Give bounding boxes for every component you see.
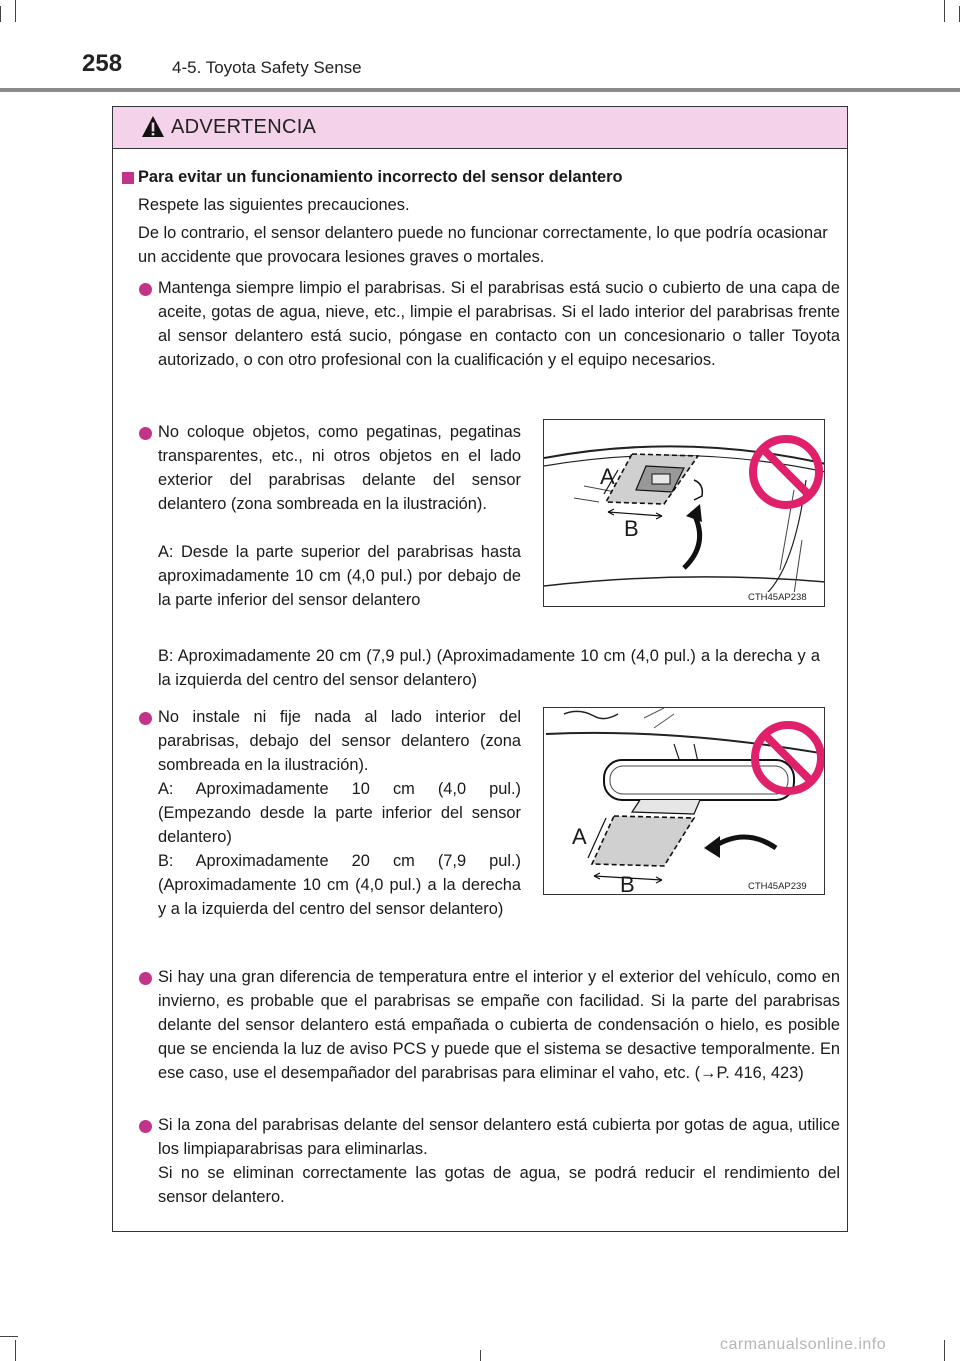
crop-mark	[0, 1336, 18, 1337]
windshield-interior-illustration	[544, 708, 825, 895]
figure2-label-a: A	[572, 824, 587, 849]
figure1-code: CTH45AP238	[748, 592, 807, 603]
bullet-icon	[139, 283, 152, 296]
section-title: 4-5. Toyota Safety Sense	[172, 58, 362, 77]
crop-mark	[15, 1340, 16, 1361]
bullet-water-drops-performance: Si no se eliminan correctamente las gotas de agua, se podrá reducir el rendimiento del sensor delantero.	[158, 1164, 840, 1206]
warning-heading: Para evitar un funcionamiento incorrecto del sensor delantero	[138, 168, 623, 186]
windshield-exterior-illustration	[544, 420, 825, 607]
bullet-no-stickers-b: B: Aproximadamente 20 cm (7,9 pul.) (Aproximadamente 10 cm (4,0 pul.) a la derecha y a la izquierda del centro del sensor delantero)	[158, 647, 820, 689]
watermark: carmanualsonline.info	[720, 1336, 887, 1353]
figure-windshield-interior	[543, 707, 825, 895]
warning-header	[113, 107, 847, 149]
header-rule	[0, 88, 960, 92]
figure1-label-a: A	[600, 464, 615, 489]
bullet-keep-clean: Mantenga siempre limpio el parabrisas. Si el parabrisas está sucio o cubierto de una capa de aceite, gotas de agua, nieve, etc., limpie el parabrisas. Si el lado interior del parabrisas frente al sensor delantero está sucio, póngase en contacto con un concesionario o taller Toyota autorizado, o con otro profesional con la cualificación y el equipo necesarios.	[158, 279, 840, 369]
bullet-icon	[139, 712, 152, 725]
figure1-label-b: B	[624, 516, 639, 541]
warning-title: ADVERTENCIA	[171, 116, 317, 138]
bullet-icon	[139, 972, 152, 985]
section-square-icon	[122, 172, 134, 184]
page-number: 258	[82, 50, 123, 77]
crop-mark	[480, 1350, 481, 1361]
bullet-water-drops: Si la zona del parabrisas delante del sensor delantero está cubierta por gotas de agua, utilice los limpiaparabrisas para eliminarlas.	[158, 1116, 840, 1158]
figure2-code: CTH45AP239	[748, 881, 807, 892]
bullet-icon	[139, 427, 152, 440]
warning-triangle-icon	[141, 115, 165, 139]
figure-windshield-exterior	[543, 419, 825, 607]
bullet-temperature: Si hay una gran diferencia de temperatura entre el interior y el exterior del vehículo, como en invierno, es probable que el parabrisas se empañe con facilidad. Si la parte del parabrisas delante del sensor delantero está empañada o cubierta de condensación o hielo, es posible que se encienda la luz de aviso PCS y puede que el sistema se desactive temporalmente. En ese caso, use el desempañador del parabrisas para eliminar el vaho, etc. (→P. 416, 423)	[158, 968, 840, 1082]
bullet-no-stickers: No coloque objetos, como pegatinas, pegatinas transparentes, etc., ni otros objetos en el lado exterior del parabrisas delante del sensor delantero (zona sombreada en la ilustración).	[158, 423, 521, 513]
figure2-label-b: B	[620, 872, 635, 895]
bullet-icon	[139, 1120, 152, 1133]
crop-mark	[944, 1340, 945, 1361]
bullet-no-stickers-a: A: Desde la parte superior del parabrisas hasta aproximadamente 10 cm (4,0 pul.) por debajo de la parte inferior del sensor delantero	[158, 543, 521, 609]
warning-box	[112, 106, 848, 1232]
bullet-no-interior-objects-b: B: Aproximadamente 20 cm (7,9 pul.) (Aproximadamente 10 cm (4,0 pul.) a la derecha y a la izquierda del centro del sensor delantero)	[158, 852, 521, 918]
intro-text: Respete las siguientes precauciones.	[138, 196, 410, 214]
page-header	[0, 0, 960, 92]
bullet-no-interior-objects-a: A: Aproximadamente 10 cm (4,0 pul.) (Empezando desde la parte inferior del sensor delantero)	[158, 780, 521, 846]
intro-consequence: De lo contrario, el sensor delantero puede no funcionar correctamente, lo que podría ocasionar un accidente que provocara lesiones graves o mortales.	[138, 224, 828, 266]
bullet-no-interior-objects: No instale ni fije nada al lado interior del parabrisas, debajo del sensor delantero (zona sombreada en la ilustración).	[158, 708, 521, 774]
